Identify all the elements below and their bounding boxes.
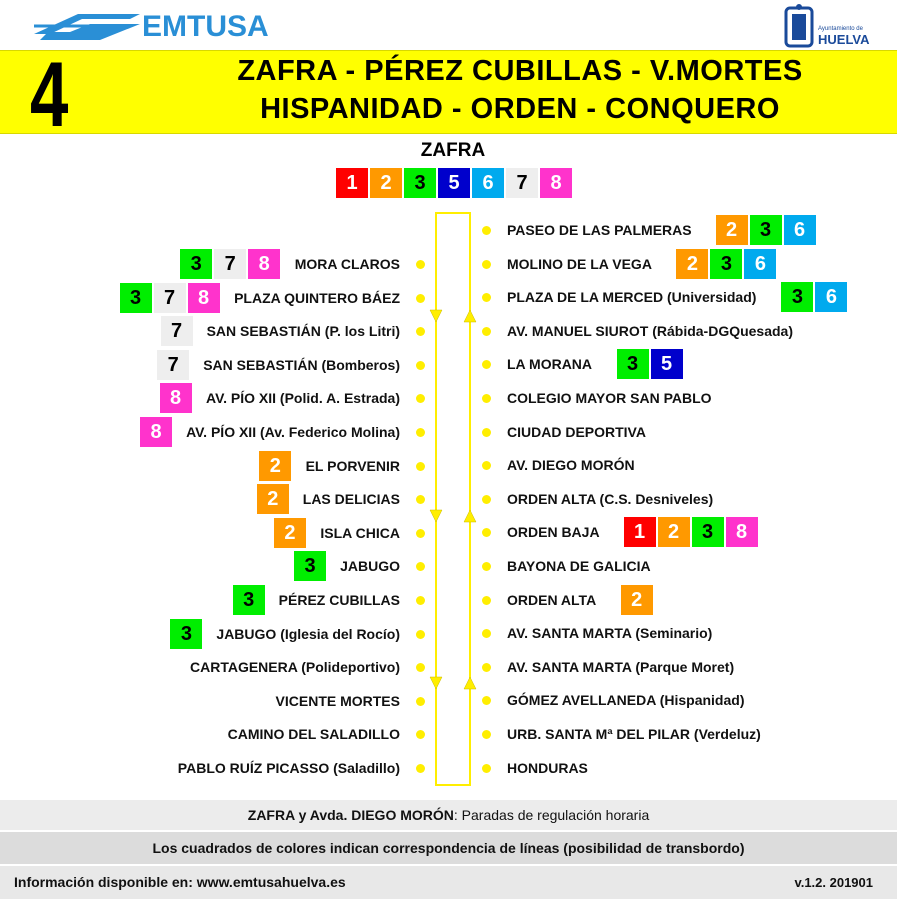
return-stop-name: GÓMEZ AVELLANEDA (Hispanidad)	[507, 692, 745, 709]
outbound-stop-name: CARTAGENERA (Polideportivo)	[190, 659, 400, 676]
line-badge-3: 3	[617, 349, 649, 379]
line-badge-2: 2	[676, 249, 708, 279]
stop-dot	[482, 327, 491, 336]
return-stop-name: LA MORANA	[507, 356, 593, 373]
return-stop-name: ORDEN ALTA (C.S. Desniveles)	[507, 490, 714, 507]
down-arrow-icon	[430, 677, 442, 689]
regulation-bold: ZAFRA y Avda. DIEGO MORÓN	[247, 807, 454, 823]
line-badge-2: 2	[259, 451, 291, 481]
return-stop-name: COLEGIO MAYOR SAN PABLO	[507, 390, 712, 406]
line-badge-5: 5	[651, 349, 683, 379]
line-badge-2: 2	[370, 168, 402, 198]
line-badge-2: 2	[658, 517, 690, 547]
stop-dot	[482, 428, 491, 437]
stop-dot	[416, 529, 425, 538]
line-badge-3: 3	[750, 215, 782, 245]
line-badge-1: 1	[624, 517, 656, 547]
stop-dot	[416, 428, 425, 437]
regulation-note	[0, 800, 897, 830]
return-stop-name: BAYONA DE GALICIA	[507, 558, 651, 574]
route-loop	[436, 213, 470, 785]
legend-note: Los cuadrados de colores indican correspondencia de líneas (posibilidad de transbordo)	[0, 832, 897, 864]
return-stop-name: AV. SANTA MARTA (Parque Moret)	[507, 658, 735, 675]
line-badge-6: 6	[815, 282, 847, 312]
line-badge-3: 3	[692, 517, 724, 547]
return-stop-name: CIUDAD DEPORTIVA	[507, 423, 646, 440]
outbound-stop-name: JABUGO (Iglesia del Rocío)	[216, 625, 400, 642]
outbound-stop-name: PÉREZ CUBILLAS	[278, 592, 400, 608]
line-badge-7: 7	[214, 249, 246, 279]
line-badge-7: 7	[506, 168, 538, 198]
stop-dot	[416, 260, 425, 269]
line-badge-7: 7	[157, 350, 189, 380]
line-badge-2: 2	[716, 215, 748, 245]
line-badge-3: 3	[180, 249, 212, 279]
down-arrow-icon	[430, 310, 442, 322]
version-text: v.1.2. 201901	[794, 875, 873, 890]
return-stop-name: ORDEN BAJA	[507, 524, 600, 541]
info-link-text: Información disponible en: www.emtusahuelva.es	[14, 874, 346, 890]
return-stop-name: PLAZA DE LA MERCED (Universidad)	[507, 289, 757, 306]
stop-dot	[416, 764, 425, 773]
line-badge-6: 6	[744, 249, 776, 279]
line-badge-6: 6	[472, 168, 504, 198]
outbound-stop-name: SAN SEBASTIÁN (P. los Litri)	[206, 323, 400, 340]
outbound-stop-name: AV. PÍO XII (Polid. A. Estrada)	[206, 390, 400, 407]
outbound-stop-name: ISLA CHICA	[320, 524, 400, 541]
outbound-stop-name: CAMINO DEL SALADILLO	[227, 726, 400, 743]
terminus-name: ZAFRA	[420, 140, 486, 161]
outbound-stop-name: JABUGO	[340, 558, 400, 575]
stop-dot	[416, 294, 425, 303]
outbound-stop-name: VICENTE MORTES	[275, 692, 400, 709]
stop-dot	[482, 596, 491, 605]
stop-dot	[416, 630, 425, 639]
line-badge-3: 3	[233, 585, 265, 615]
line-badge-2: 2	[274, 518, 306, 548]
outbound-stop-name: EL PORVENIR	[305, 457, 400, 474]
line-badge-8: 8	[248, 249, 280, 279]
line-badge-1: 1	[336, 168, 368, 198]
stop-dot	[482, 226, 491, 235]
outbound-stop-name: MORA CLAROS	[294, 256, 400, 272]
regulation-rest: : Paradas de regulación horaria	[453, 807, 650, 823]
stop-dot	[482, 495, 491, 504]
up-arrow-icon	[464, 677, 476, 689]
line-badge-8: 8	[160, 383, 192, 413]
return-stop-name: ORDEN ALTA	[507, 591, 597, 608]
brand-text: EMTUSA	[142, 10, 269, 43]
stop-dot	[482, 562, 491, 571]
line-badge-3: 3	[120, 283, 152, 313]
line-number: 4	[30, 44, 69, 146]
return-stop-name: AV. DIEGO MORÓN	[507, 457, 635, 474]
stop-dot	[416, 596, 425, 605]
return-stop-name: AV. MANUEL SIUROT (Rábida-DGQuesada)	[507, 322, 794, 339]
line-badge-3: 3	[781, 282, 813, 312]
up-arrow-icon	[464, 510, 476, 522]
city-text: HUELVA	[818, 32, 870, 47]
line-badge-2: 2	[621, 585, 653, 615]
line-badge-8: 8	[140, 417, 172, 447]
outbound-stop-name: AV. PÍO XII (Av. Federico Molina)	[186, 424, 400, 440]
line-badge-8: 8	[726, 517, 758, 547]
stop-dot	[482, 764, 491, 773]
stop-dot	[416, 361, 425, 370]
line-badge-6: 6	[784, 215, 816, 245]
outbound-stop-name: LAS DELICIAS	[302, 491, 400, 508]
stop-dot	[416, 697, 425, 706]
line-badge-2: 2	[257, 484, 289, 514]
route-title-line2: HISPANIDAD - ORDEN - CONQUERO	[260, 93, 780, 125]
stop-dot	[482, 260, 491, 269]
stop-dot	[482, 663, 491, 672]
up-arrow-icon	[464, 310, 476, 322]
line-badge-3: 3	[170, 619, 202, 649]
stop-dot	[482, 730, 491, 739]
return-stop-name: PASEO DE LAS PALMERAS	[507, 222, 692, 238]
stop-dot	[416, 462, 425, 471]
line-badge-8: 8	[188, 283, 220, 313]
line-badge-3: 3	[294, 551, 326, 581]
return-stop-name: MOLINO DE LA VEGA	[507, 255, 652, 272]
route-title-line1: ZAFRA - PÉREZ CUBILLAS - V.MORTES	[237, 55, 803, 87]
info-bar	[0, 866, 897, 899]
outbound-stop-name: PLAZA QUINTERO BÁEZ	[234, 289, 400, 306]
return-stop-name: HONDURAS	[507, 759, 588, 776]
outbound-stop-name: SAN SEBASTIÁN (Bomberos)	[203, 356, 400, 373]
line-badge-8: 8	[540, 168, 572, 198]
stop-dot	[482, 394, 491, 403]
return-stop-name: AV. SANTA MARTA (Seminario)	[507, 625, 713, 642]
line-badge-5: 5	[438, 168, 470, 198]
down-arrow-icon	[430, 510, 442, 522]
outbound-stop-name: PABLO RUÍZ PICASSO (Saladillo)	[177, 760, 400, 776]
line-badge-7: 7	[161, 316, 193, 346]
line-badge-7: 7	[154, 283, 186, 313]
line-badge-3: 3	[404, 168, 436, 198]
return-stop-name: URB. SANTA Mª DEL PILAR (Verdeluz)	[507, 726, 761, 742]
city-small-text: Ayuntamiento de	[818, 26, 863, 32]
line-badge-3: 3	[710, 249, 742, 279]
